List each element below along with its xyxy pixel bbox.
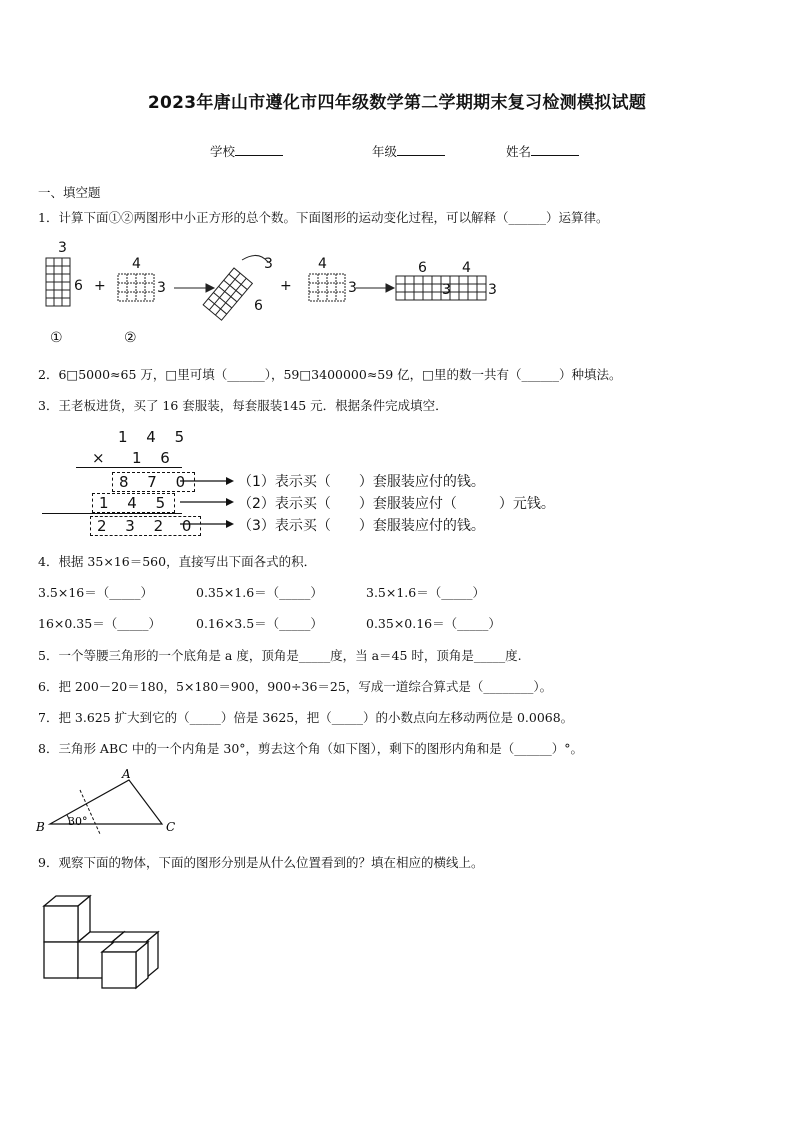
- vertex-b: B: [36, 820, 45, 834]
- q4-item-5: 0.16×3.5＝（_____）: [196, 616, 323, 631]
- name-field: [506, 142, 579, 160]
- triangle-figure: [34, 764, 184, 839]
- vertex-c: C: [166, 820, 176, 834]
- label-6: 6: [74, 278, 83, 294]
- multiplicand: 1 4 5: [118, 428, 192, 446]
- q3-line-2: （2）表示买（ ）套服装应付（ ）元钱。: [238, 496, 555, 512]
- grid-combined: [396, 276, 486, 300]
- circle-1: ①: [50, 330, 63, 346]
- question-3: 3．王老板进货，买了 16 套服装，每套服装145 元．根据条件完成填空．: [38, 398, 448, 413]
- grade-blank: [397, 144, 445, 156]
- page-title: 2023年唐山市遵化市四年级数学第二学期期末复习检测模拟试题: [147, 93, 647, 113]
- question-2: 2．6□5000≈65 万，□里可填（______），59□3400000≈59 亿，□里的数一共有（______）种填法。: [38, 367, 622, 382]
- question-9: 9．观察下面的物体，下面的图形分别是从什么位置看到的？填在相应的横线上。: [38, 855, 484, 870]
- school-field: [210, 142, 283, 160]
- cube-stack-figure: [36, 888, 166, 992]
- label-b6: 6: [418, 260, 427, 276]
- question-1: 1．计算下面①②两图形中小正方形的总个数。下面图形的运动变化过程，可以解释（______）运算律。: [38, 210, 609, 225]
- plus-sign: +: [94, 278, 106, 294]
- label-b4: 4: [462, 260, 471, 276]
- angle-label: 30°: [68, 815, 88, 828]
- q3-line-1: （1）表示买（ ）套服装应付的钱。: [238, 474, 485, 490]
- label-3c: 3: [348, 280, 357, 296]
- times-sign: ×: [92, 449, 112, 467]
- school-label: 学校: [210, 144, 236, 159]
- rotated-grid: [203, 268, 252, 320]
- final-product: 2 3 2 0: [90, 516, 201, 536]
- partial-product-1: 8 7 0: [112, 472, 195, 492]
- label-r6: 6: [254, 298, 263, 314]
- label-3b: 3: [157, 280, 166, 296]
- partial-product-2: 1 4 5: [92, 493, 175, 513]
- q4-item-6: 0.35×0.16＝（_____）: [366, 616, 501, 631]
- q1-grid-figure: [36, 238, 506, 348]
- grid-2: [118, 274, 154, 301]
- vertex-a: A: [122, 767, 131, 781]
- q4-item-2: 0.35×1.6＝（_____）: [196, 585, 323, 600]
- label-b3b: 3: [488, 282, 497, 298]
- q3-line-3: （3）表示买（ ）套服装应付的钱。: [238, 518, 485, 534]
- label-4a: 4: [132, 256, 141, 272]
- q4-item-3: 3.5×1.6＝（_____）: [366, 585, 485, 600]
- q3-arrows: [176, 474, 236, 534]
- grid-1: [46, 258, 70, 306]
- q4-item-1: 3.5×16＝（_____）: [38, 585, 154, 600]
- name-blank: [531, 144, 579, 156]
- label-4b: 4: [318, 256, 327, 272]
- multiplier: 1 6: [132, 449, 177, 467]
- label-3a: 3: [58, 240, 67, 256]
- plus-sign-2: +: [280, 278, 292, 294]
- q4-item-4: 16×0.35＝（_____）: [38, 616, 161, 631]
- question-4: 4．根据 35×16＝560，直接写出下面各式的积．: [38, 554, 317, 569]
- rule-1: [76, 467, 182, 468]
- circle-2: ②: [124, 330, 137, 346]
- school-blank: [235, 144, 283, 156]
- grade-label: 年级: [372, 144, 398, 159]
- question-5: 5．一个等腰三角形的一个底角是 a 度，顶角是_____度，当 a＝45 时，顶角是_____度.: [38, 648, 522, 663]
- label-b3a: 3: [442, 282, 451, 298]
- grade-field: [372, 142, 445, 160]
- grid-4: [309, 274, 345, 301]
- label-r3: 3: [264, 256, 273, 272]
- rule-2: [42, 513, 182, 514]
- question-8: 8．三角形 ABC 中的一个内角是 30°，剪去这个角（如下图），剩下的图形内角和是（______）°。: [38, 741, 584, 756]
- section-heading: 一、填空题: [38, 185, 101, 200]
- name-label: 姓名: [506, 144, 532, 159]
- question-7: 7．把 3.625 扩大到它的（_____）倍是 3625，把（_____）的小数点向左移动两位是 0.0068。: [38, 710, 574, 725]
- question-6: 6．把 200－20＝180，5×180＝900，900÷36＝25，写成一道综合算式是（________）。: [38, 679, 553, 694]
